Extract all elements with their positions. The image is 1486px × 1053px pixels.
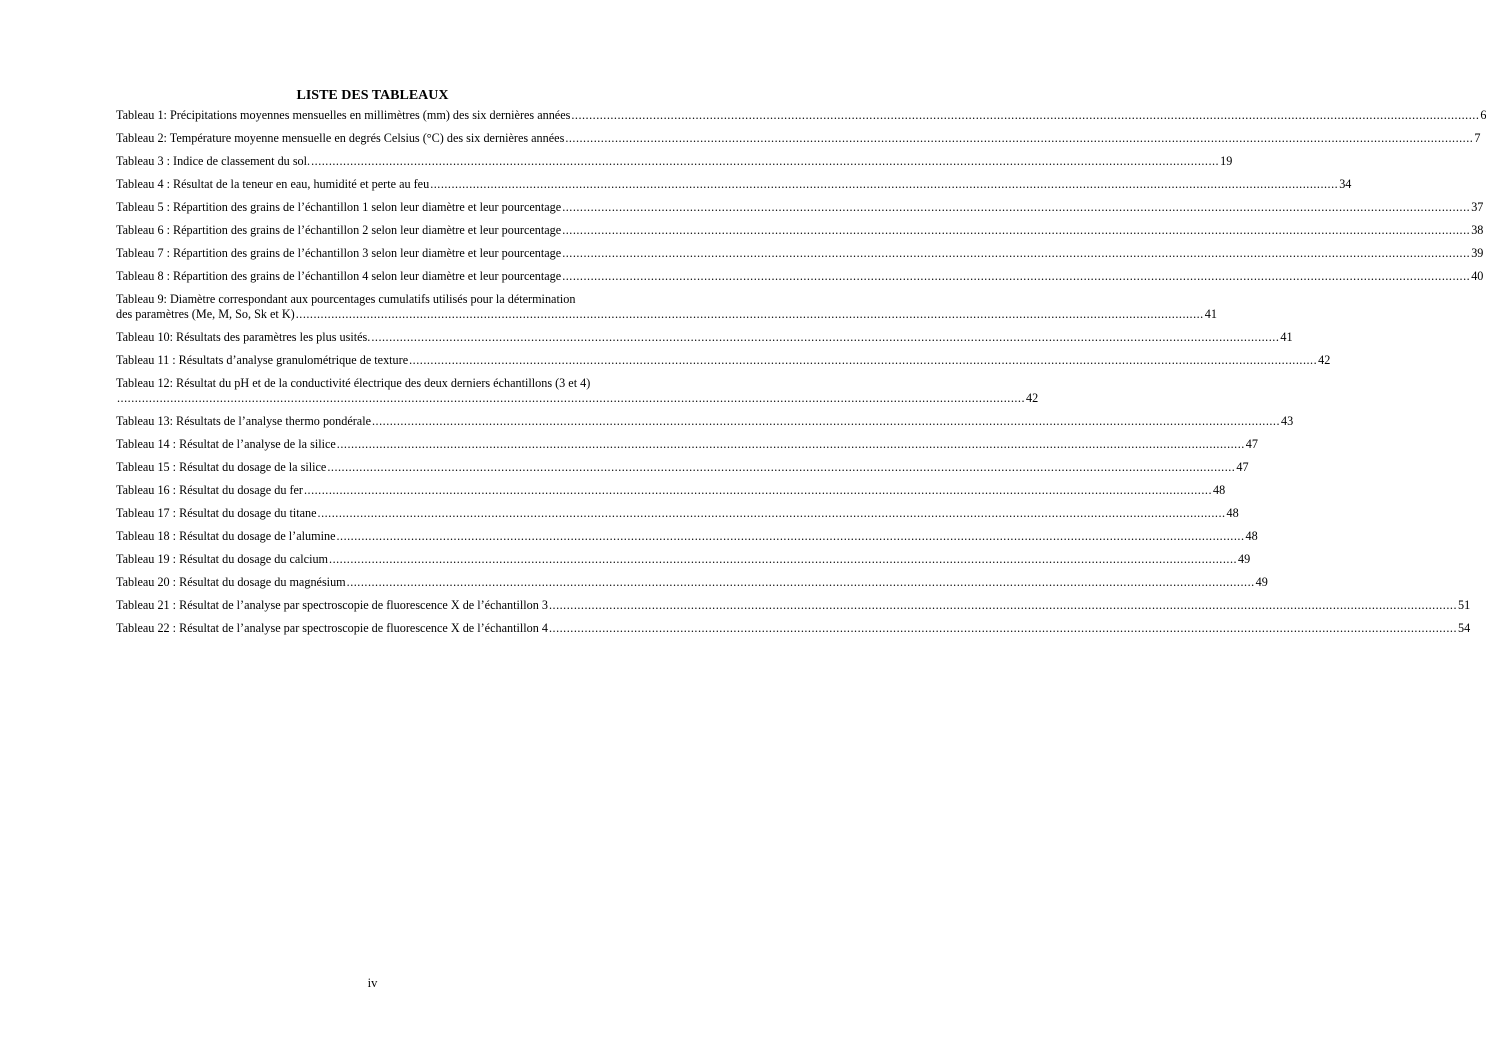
dot-leader (337, 437, 1245, 452)
toc-entry-21[interactable] (116, 598, 1471, 613)
toc-entry-label: Tableau 20 : Résultat du dosage du magnésium (116, 575, 346, 589)
toc-entry-label: Tableau 5 : Répartition des grains de l’échantillon 1 selon leur diamètre et leur pourcentage (116, 200, 562, 214)
toc-entry-page: 37 (1471, 200, 1484, 214)
dot-leader (336, 529, 1244, 544)
toc-entry-label: Tableau 4 : Résultat de la teneur en eau, humidité et perte au feu (116, 177, 430, 191)
dot-leader (549, 598, 1457, 613)
page-number: iv (367, 976, 378, 990)
toc-entry-10[interactable] (116, 330, 1293, 345)
toc-entry-13[interactable] (116, 414, 1294, 429)
toc-entry-9[interactable] (116, 292, 1217, 322)
toc-entry-label: Tableau 2: Température moyenne mensuelle en degrés Celsius (°C) des six dernières années (116, 131, 565, 145)
toc-entry-page: 42 (1026, 391, 1039, 405)
toc-entry-14[interactable] (116, 437, 1258, 452)
toc-entry-18[interactable] (116, 529, 1258, 544)
dot-leader (327, 460, 1235, 475)
toc-entry-12[interactable] (116, 376, 1039, 406)
toc-entry-1[interactable] (116, 108, 1486, 123)
toc-entry-page: 47 (1245, 437, 1258, 451)
dot-leader (296, 307, 1204, 322)
toc-entry-16[interactable] (116, 483, 1226, 498)
dot-leader (311, 154, 1219, 169)
dot-leader (371, 330, 1279, 345)
toc-entry-page: 42 (1318, 353, 1331, 367)
toc-entry-page: 51 (1457, 598, 1471, 612)
page-title: LISTE DES TABLEAUX (296, 88, 449, 103)
table-list (116, 108, 1486, 644)
toc-entry-page: 54 (1457, 621, 1471, 635)
toc-entry-19[interactable] (116, 552, 1251, 567)
toc-entry-label: Tableau 13: Résultats de l’analyse thermo pondérale (116, 414, 371, 428)
dot-leader (347, 575, 1255, 590)
toc-entry-page: 6 (1480, 108, 1486, 122)
toc-entry-label: Tableau 21 : Résultat de l’analyse par spectroscopie de fluorescence X de l’échantillon 3 (116, 598, 548, 612)
toc-entry-20[interactable] (116, 575, 1268, 590)
toc-entry-page: 40 (1471, 269, 1484, 283)
toc-entry-15[interactable] (116, 460, 1249, 475)
toc-entry-label: Tableau 16 : Résultat du dosage du fer (116, 483, 303, 497)
toc-entry-label: Tableau 22 : Résultat de l’analyse par spectroscopie de fluorescence X de l’échantillon 4 (116, 621, 548, 635)
toc-entry-label: Tableau 6 : Répartition des grains de l’échantillon 2 selon leur diamètre et leur pourcentage (116, 223, 562, 237)
dot-leader (409, 353, 1317, 368)
dot-leader (571, 108, 1479, 123)
toc-entry-6[interactable] (116, 223, 1484, 238)
dot-leader (549, 621, 1457, 636)
dot-leader (565, 131, 1473, 146)
dot-leader (562, 200, 1470, 215)
toc-entry-page: 41 (1204, 307, 1217, 321)
toc-entry-page: 34 (1339, 177, 1352, 191)
dot-leader (304, 483, 1212, 498)
toc-entry-page: 48 (1226, 506, 1239, 520)
toc-entry-label: Tableau 11 : Résultats d’analyse granulométrique de texture (116, 353, 409, 367)
toc-entry-label: Tableau 3 : Indice de classement du sol. (116, 154, 311, 168)
dot-leader (318, 506, 1226, 521)
dot-leader (372, 414, 1280, 429)
toc-entry-4[interactable] (116, 177, 1352, 192)
toc-entry-3[interactable] (116, 154, 1233, 169)
toc-entry-22[interactable] (116, 621, 1471, 636)
dot-leader (117, 391, 1025, 406)
toc-entry-5[interactable] (116, 200, 1484, 215)
toc-entry-page: 48 (1245, 529, 1258, 543)
toc-entry-label: Tableau 15 : Résultat du dosage de la silice (116, 460, 327, 474)
toc-entry-8[interactable] (116, 269, 1484, 284)
dot-leader (562, 246, 1470, 261)
toc-entry-page: 41 (1280, 330, 1293, 344)
toc-entry-label-line1: Tableau 9: Diamètre correspondant aux pourcentages cumulatifs utilisés pour la détermination (116, 292, 576, 306)
toc-entry-label: Tableau 10: Résultats des paramètres les plus usités. (116, 330, 371, 344)
toc-entry-label-line1: Tableau 12: Résultat du pH et de la conductivité électrique des deux derniers échantillons (3 et 4) (116, 376, 591, 390)
toc-entry-label: Tableau 17 : Résultat du dosage du titane (116, 506, 317, 520)
dot-leader (562, 269, 1470, 284)
toc-entry-page: 49 (1238, 552, 1251, 566)
toc-entry-label: Tableau 1: Précipitations moyennes mensuelles en millimètres (mm) des six dernières années (116, 108, 571, 122)
toc-entry-page: 39 (1471, 246, 1484, 260)
toc-entry-page: 38 (1471, 223, 1484, 237)
toc-entry-label: Tableau 7 : Répartition des grains de l’échantillon 3 selon leur diamètre et leur pourcentage (116, 246, 562, 260)
toc-entry-page: 48 (1212, 483, 1226, 497)
toc-entry-7[interactable] (116, 246, 1484, 261)
toc-entry-page: 7 (1474, 131, 1481, 145)
toc-entry-label: Tableau 18 : Résultat du dosage de l’alumine (116, 529, 336, 543)
toc-entry-page: 43 (1281, 414, 1294, 428)
dot-leader (329, 552, 1237, 567)
toc-entry-11[interactable] (116, 353, 1331, 368)
toc-entry-label: Tableau 14 : Résultat de l’analyse de la silice (116, 437, 336, 451)
toc-entry-2[interactable] (116, 131, 1481, 146)
toc-entry-page: 49 (1255, 575, 1268, 589)
dot-leader (562, 223, 1470, 238)
toc-entry-label: Tableau 8 : Répartition des grains de l’échantillon 4 selon leur diamètre et leur pourcentage (116, 269, 562, 283)
toc-entry-17[interactable] (116, 506, 1239, 521)
toc-entry-label: des paramètres (Me, M, So, Sk et K) (116, 307, 295, 321)
toc-entry-page: 19 (1220, 154, 1233, 168)
toc-entry-label: Tableau 19 : Résultat du dosage du calcium (116, 552, 329, 566)
dot-leader (430, 177, 1338, 192)
toc-entry-page: 47 (1236, 460, 1249, 474)
